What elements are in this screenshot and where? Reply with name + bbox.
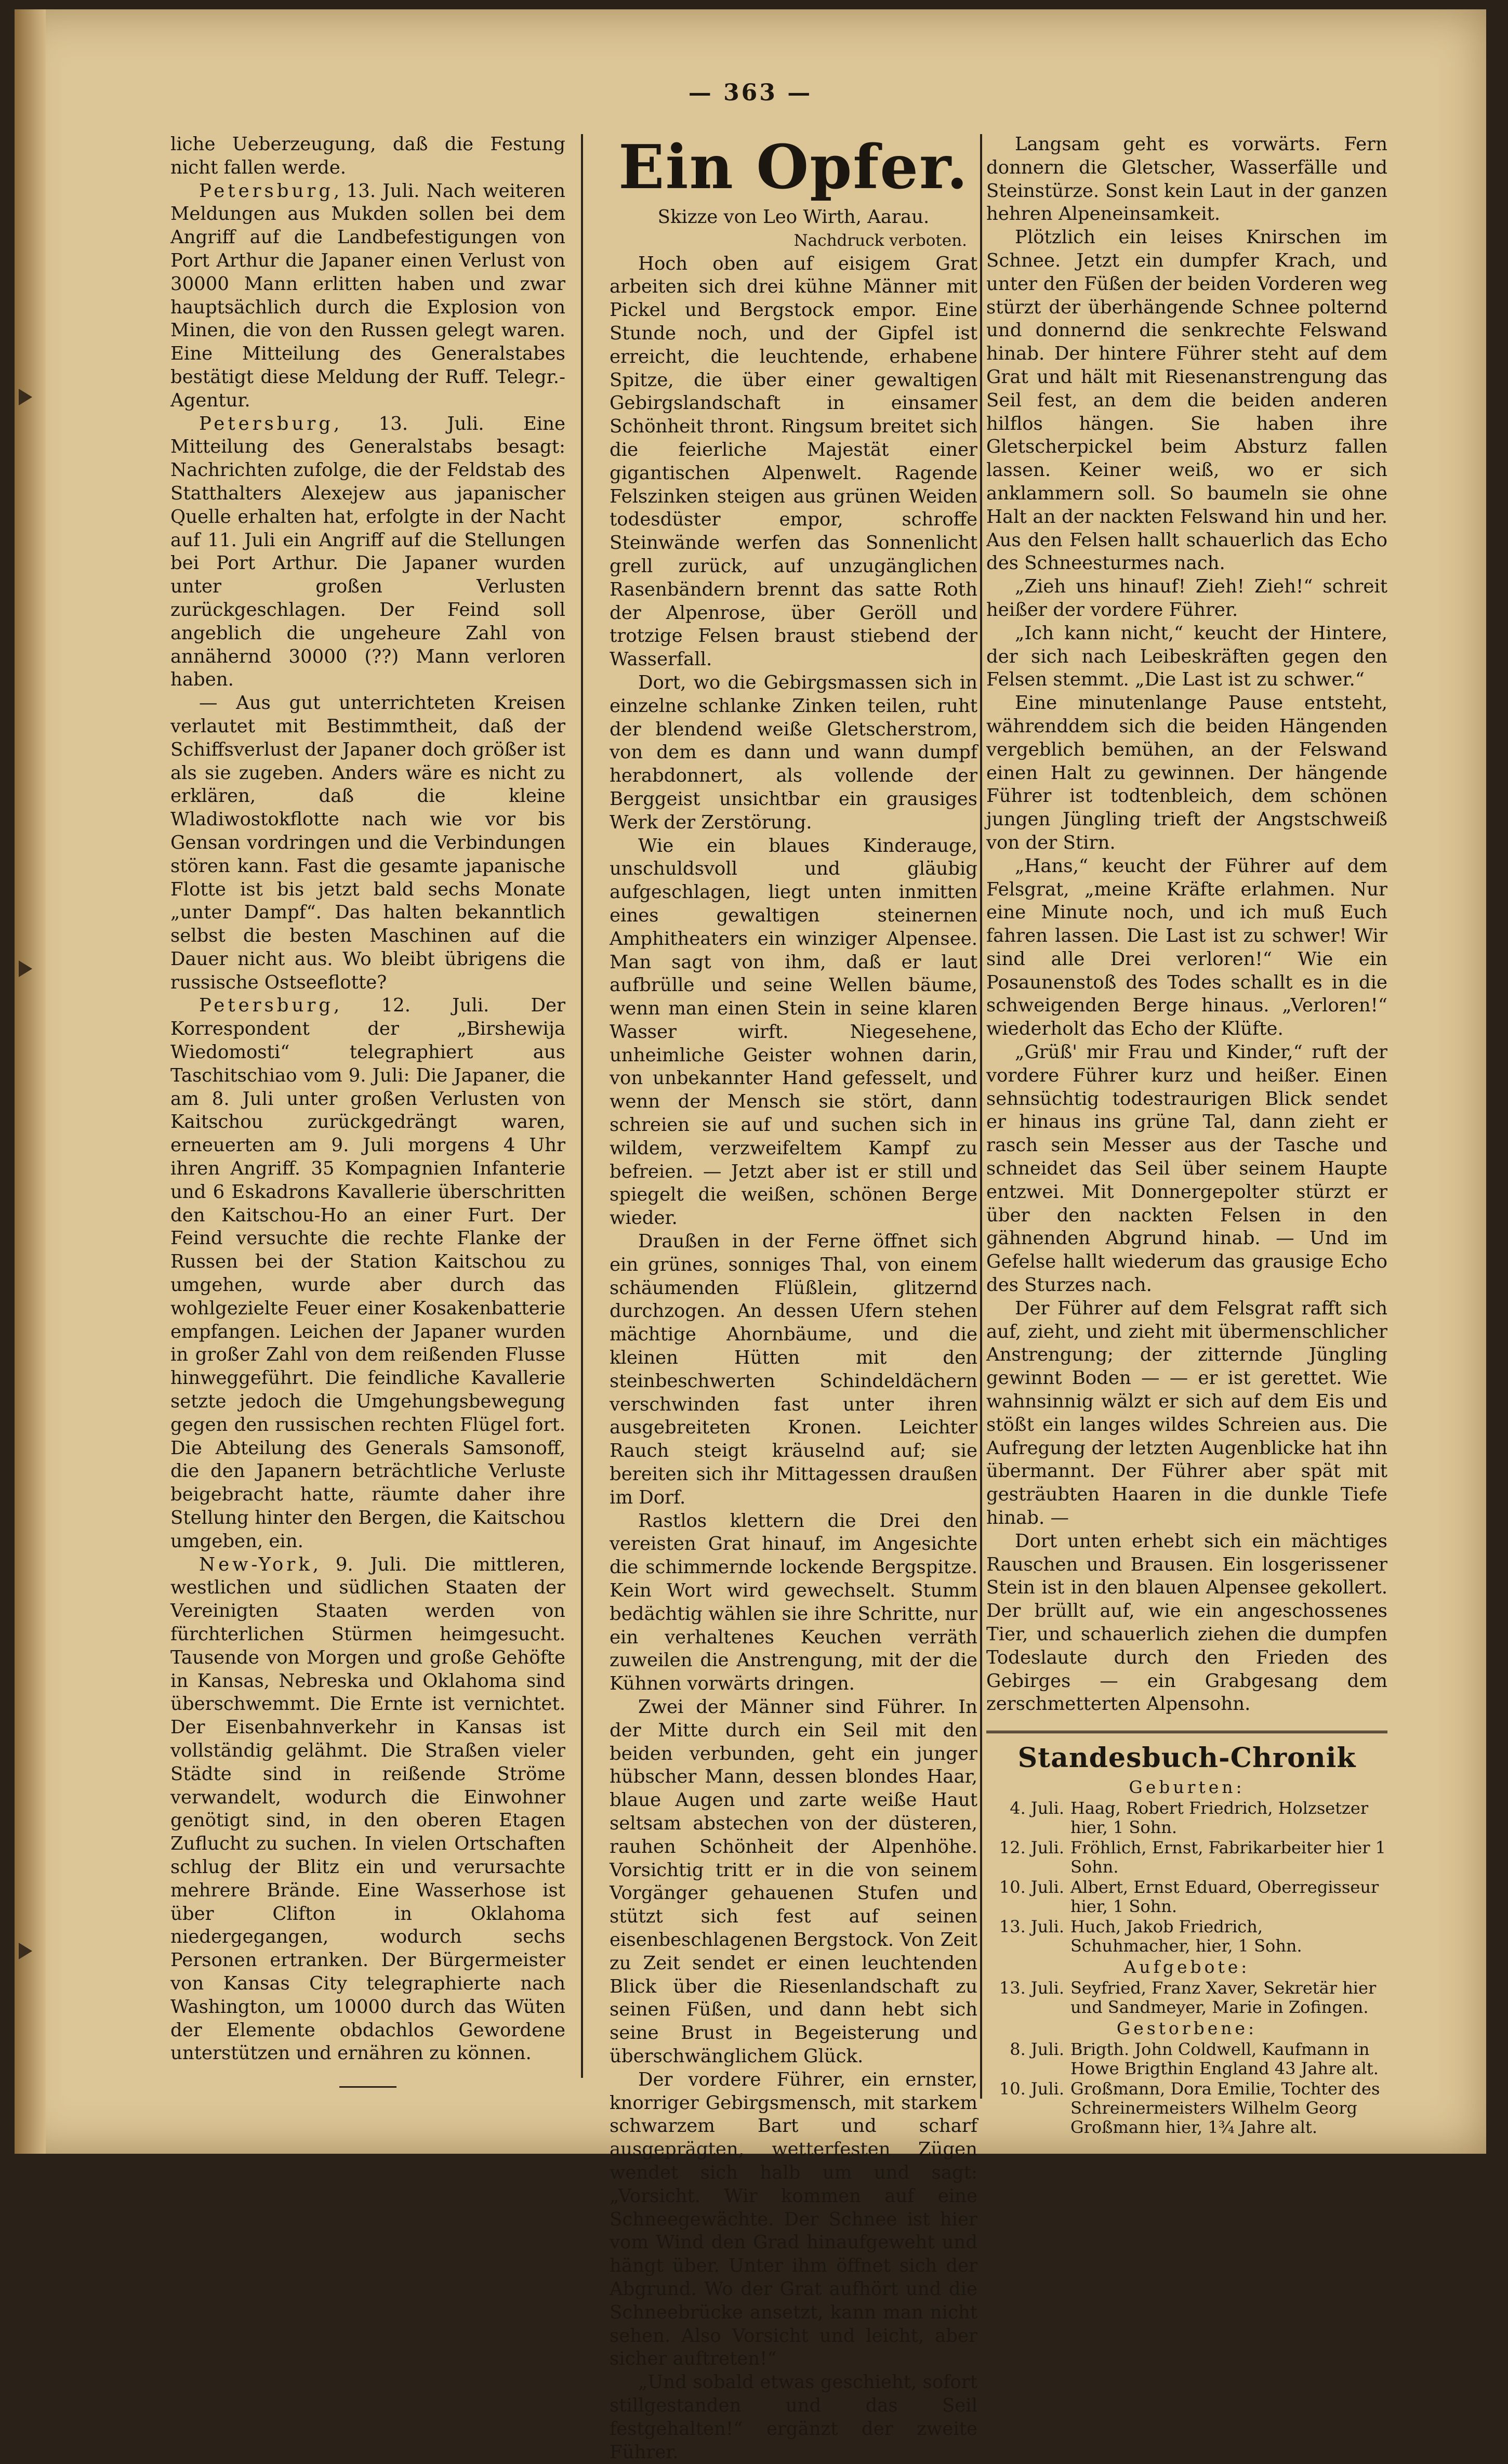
entry-date: 13. Juli. [999, 1978, 1064, 1998]
news-paragraph: — Aus gut unterrichteten Kreisen verlautet mit Bestimmtheit, daß der Schiffsverlust der Japaner doch größer ist als sie zugeben. Anders wäre es nicht zu erklären, daß die kleine Wladiwostokflotte nach wie vor bis Gensan vordringen und die Verbindungen stören kann. Fast die gesamte japanische Flotte ist bis jetzt bald sechs Monate „unter Dampf“. Das halten bekanntlich selbst die besten Maschinen auf die Dauer nicht aus. Wo bleibt übrigens die russische Ostseeflotte? [170, 692, 565, 993]
story-paragraph: Hoch oben auf eisigem Grat arbeiten sich drei kühne Männer mit Pickel und Bergstock empor. Eine Stunde noch, und der Gipfel ist erreicht, die leuchtende, erhabene Spitze, die über einer gewaltigen Gebirgslandschaft in einsamer Schönheit thront. Ringsum breitet sich die feierliche Majestät einer gigantischen Alpenwelt. Ragende Felszinken steigen aus grünen Weiden todesdüster empor, schroffe Steinwände werfen das Sonnenlicht grell zurück, auf unzugänglichen Rasenbändern brennt das satte Roth der Alpenrose, über Geröll und trotzige Felsen braust stiebend der Wasserfall. [610, 253, 977, 670]
reprint-notice: Nachdruck verboten. [793, 231, 967, 250]
column-rule-right [980, 134, 982, 2099]
news-text: , 9. Juli. Die mittleren, westlichen und südlichen Staaten der Vereinigten Staaten werden von fürchterlichen Stürmen heimgesucht. Tausende von Morgen und große Gehöfte in Kansas, Nebreska und Oklahoma sind überschwemmt. Die Ernte ist vernichtet. Der Eisenbahnverkehr in Kansas ist vollständig gelähmt. Die Straßen vieler Städte sind in reißende Ströme verwandelt, wodurch die Einwohner genötigt sind, in den oberen Etagen Zuflucht zu suchen. In vielen Ortschaften schlug der Blitz ein und verursachte mehrere Brände. Eine Wasserhose ist über Clifton in Oklahoma niedergegangen, wodurch sechs Personen ertranken. Der Bürgermeister von Kansas City telegraphierte nach Washington, um 10000 durch das Wüten der Elemente obdachlos Gewordene unterstützen und ernähren zu können. [170, 1553, 565, 2064]
news-paragraph [170, 994, 565, 1553]
story-paragraph: „Und sobald etwas geschieht, sofort stillgestanden und das Seil festgehalten!“ ergänzt der zweite Führer. [610, 2371, 977, 2463]
chronicle-entry [986, 2040, 1387, 2078]
entry-date: 4. Juli. [1010, 1798, 1064, 1819]
page-binding-edge [15, 9, 46, 2154]
story-paragraph: Dort unten erhebt sich ein mächtiges Rauschen und Brausen. Ein losgerissener Stein ist in den blauen Alpensee gekollert. Der brüllt auf, wie ein angeschossenes Tier, und schauerlich ziehen die dumpfen Todeslaute durch den Frieden des Gebirges — ein Grabgesang dem zerschmetterten Alpensohn. [986, 1530, 1387, 1715]
page-number: — 363 — [688, 80, 813, 106]
story-paragraph: Plötzlich ein leises Knirschen im Schnee. Jetzt ein dumpfer Krach, und unter den Füßen der beiden Vorderen weg stürzt der überhängende Schnee polternd und donnernd die senkrechte Felswand hinab. Der hintere Führer steht auf dem Grat und hält mit Riesenanstrengung das Seil fest, an dem die beiden anderen hilflos hängen. Sie haben ihre Gletscherpickel beim Absturz fallen lassen. Keiner weiß, wo er sich anklammern soll. So baumeln sie ohne Halt an der nackten Felswand hin und her. Aus den Felsen hallt schauerlich das Echo des Schneesturmes nach. [986, 227, 1387, 574]
story-paragraph: „Zieh uns hinauf! Zieh! Zieh!“ schreit heißer der vordere Führer. [986, 576, 1387, 621]
chronicle-title: Standesbuch-Chronik [1017, 1742, 1356, 1774]
chronicle-entry [986, 2079, 1387, 2137]
chronicle-entry [986, 1917, 1387, 1956]
news-paragraph [170, 1553, 565, 2066]
entry-date: 8. Juli. [1010, 2039, 1064, 2060]
story-paragraph: „Grüß' mir Frau und Kinder,“ ruft der vordere Führer kurz und heißer. Einen sehnsüchtig todestraurigen Blick sendet er hinaus ins grüne Tal, dann zieht er rasch sein Messer aus der Tasche und schneidet das Seil über seinem Haupte entzwei. Mit Donnergepolter stürzt er über den nackten Felsen in den gähnenden Abgrund hinab. — Und im Gefelse hallt wiederum das grausige Echo des Sturzes nach. [986, 1042, 1387, 1296]
entry-date: 10. Juli. [999, 2079, 1064, 2099]
news-column [170, 133, 565, 2088]
entry-date: 13. Juli. [999, 1917, 1064, 1937]
story-paragraph: Rastlos klettern die Drei den vereisten Grat hinauf, im Angesichte die schimmernde lockende Bergspitze. Kein Wort wird gewechselt. Stumm bedächtig wählen sie ihre Schritte, nur ein verhaltenes Keuchen verräth zuweilen die Anstrengung, mit der die Kühnen vorwärts dringen. [610, 1510, 977, 1695]
story-title: Ein Opfer. [618, 132, 969, 203]
news-text: , 12. Juli. Der Korrespondent der „Birshewija Wiedomosti“ telegraphiert aus Taschitschiao vom 9. Juli: Die Japaner, die am 8. Juli unter großen Verlusten von Kaitschou zurückgedrängt waren, erneuerten am 9. Juli morgens 4 Uhr ihren Angriff. 35 Kompagnien Infanterie und 6 Eskadrons Kavallerie überschritten den Kaitschou-Ho an einer Furt. Der Feind versuchte die rechte Flanke der Russen bei der Station Kaitschou zu umgehen, wurde aber durch das wohlgezielte Feuer einer Kosakenbatterie empfangen. Leichen der Japaner wurden in großer Zahl von dem reißenden Flusse hinweggeführt. Die feindliche Kavallerie setzte jedoch die Umgehungsbewegung gegen den russischen rechten Flügel fort. Die Abteilung des Generals Samsonoff, die den Japanern beträchtliche Verluste beigebracht hatte, räumte daher ihre Stellung hinter den Bergen, die Kaitschou umgeben, ein. [170, 995, 565, 1552]
entry-text: Huch, Jakob Friedrich, Schuhmacher, hier, 1 Sohn. [1070, 1917, 1302, 1956]
chronicle-entry [986, 1799, 1387, 1837]
end-rule [339, 2086, 396, 2088]
dateline-place: New-York [199, 1553, 313, 1575]
entry-text: Albert, Ernst Eduard, Oberregisseur hier, 1 Sohn. [1070, 1877, 1379, 1917]
chronicle-entry [986, 1838, 1387, 1877]
entry-text: Großmann, Dora Emilie, Tochter des Schreinermeisters Wilhelm Georg Großmann hier, 1¾ Jahre alt. [1070, 2079, 1380, 2138]
entry-text: Brigth. John Coldwell, Kaufmann in Howe Brigthin England 43 Jahre alt. [1070, 2039, 1379, 2079]
news-text: , 13. Juli. Nach weiteren Meldungen aus Mukden sollen bei dem Angriff auf die Landbefestigungen von Port Arthur die Japaner einen Verlust von 30000 Mann erlitten haben und zwar hauptsächlich durch die Explosion von Minen, die von den Russen gelegt waren. Eine Mitteilung des Generalstabes bestätigt diese Meldung der Ruff. Telegr.-Agentur. [170, 180, 565, 411]
story-paragraph: „Ich kann nicht,“ keucht der Hintere, der sich nach Leibeskräften gegen den Felsen stemmt. „Die Last ist zu schwer.“ [986, 622, 1387, 691]
dateline-place: Petersburg [199, 180, 334, 202]
newspaper-page [15, 9, 1486, 2463]
entry-date: 10. Juli. [999, 1877, 1064, 1898]
story-byline: Skizze von Leo Wirth, Aarau. [657, 206, 930, 228]
story-paragraph: Dort, wo die Gebirgsmassen sich in einzelne schlanke Zinken teilen, ruht der blendend weiße Gletscherstrom, von dem es dann und wann dumpf herabdonnert, als vollende der Berggeist unsichtbar ein grausiges Werk der Zerstörung. [610, 671, 977, 833]
entry-date: 12. Juli. [999, 1838, 1064, 1858]
margin-arrow-marker [19, 389, 32, 405]
news-paragraph: liche Ueberzeugung, daß die Festung nicht fallen werde. [170, 134, 565, 178]
story-column-right [986, 133, 1387, 2138]
dateline-place: Petersburg [199, 413, 334, 434]
news-text: , 13. Juli. Eine Mitteilung des Generalstabs besagt: Nachrichten zufolge, die der Feldstab des Statthalters Alexejew aus japanischer Quelle erhalten hat, erfolgte in der Nacht auf 11. Juli ein Angriff auf die Stellungen bei Port Arthur. Die Japaner wurden unter großen Verlusten zurückgeschlagen. Der Feind soll angeblich die ungeheure Zahl von annähernd 30000 (??) Mann verloren haben. [170, 413, 565, 691]
entry-text: Fröhlich, Ernst, Fabrikarbeiter hier 1 Sohn. [1070, 1838, 1386, 1877]
entry-text: Haag, Robert Friedrich, Holzsetzer hier, 1 Sohn. [1070, 1798, 1369, 1838]
chronicle-section-heading: Geburten: [1129, 1777, 1245, 1798]
story-paragraph: Zwei der Männer sind Führer. In der Mitte durch ein Seil mit den beiden verbunden, geht ein junger hübscher Mann, dessen blondes Haar, blaue Augen und zarte weiße Haut seltsam abstechen von der düsteren, rauhen Schönheit der Alpenhöhe. Vorsichtig tritt er in die von seinem Vorgänger gehauenen Stufen und stützt sich fest auf seinen eisenbeschlagenen Bergstock. Von Zeit zu Zeit sendet er einen leuchtenden Blick über die Riesenlandschaft zu seinen Füßen, und dann hebt sich seine Brust in Begeisterung und überschwänglichem Glück. [610, 1696, 977, 2067]
news-paragraph [170, 413, 565, 692]
margin-arrow-marker [19, 1943, 32, 1959]
story-paragraph: Der Führer auf dem Felsgrat rafft sich auf, zieht, und zieht mit übermenschlicher Anstrengung; der zitternde Jüngling gewinnt Boden — — er ist gerettet. Wie wahnsinnig wälzt er sich auf dem Eis und stößt ein langes wildes Schreien aus. Die Aufregung der letzten Augenblicke hat ihn übermannt. Der Führer aber spät mit gesträubten Haaren in die dunkle Tiefe hinab. — [986, 1297, 1387, 1529]
story-paragraph: Langsam geht es vorwärts. Fern donnern die Gletscher, Wasserfälle und Steinstürze. Sonst kein Laut in der ganzen hehren Alpeneinsamkeit. [986, 134, 1387, 225]
chronicle-entry [986, 1979, 1387, 2017]
entry-text: Seyfried, Franz Xaver, Sekretär hier und Sandmeyer, Marie in Zofingen. [1070, 1978, 1377, 2018]
story-paragraph: „Hans,“ keucht der Führer auf dem Felsgrat, „meine Kräfte erlahmen. Nur eine Minute noch, und ich muß Euch fahren lassen. Die Last ist zu schwer! Wir sind alle Drei verloren!“ Wie ein Posaunenstoß des Todes schallt es in die schweigenden Berge hinaus. „Verloren!“ wiederholt das Echo der Klüfte. [986, 855, 1387, 1040]
margin-arrow-marker [19, 960, 32, 977]
chronicle-section-heading: Aufgebote: [1123, 1957, 1250, 1978]
story-paragraph: Eine minutenlange Pause entsteht, währenddem sich die beiden Hängenden vergeblich bemühen, an der Felswand einen Halt zu gewinnen. Der hängende Führer ist todtenbleich, dem schönen jungen Jüngling trieft der Angstschweiß von der Stirn. [986, 692, 1387, 853]
dateline-place: Petersburg [199, 995, 334, 1017]
chronicle-divider [986, 1731, 1387, 1733]
column-rule-left [581, 134, 583, 2078]
story-paragraph: Der vordere Führer, ein ernster, knorriger Gebirgsmensch, mit starkem schwarzem Bart und scharf ausgeprägten, wetterfesten Zügen wendet sich halb um und sagt: „Vorsicht. Wir kommen auf eine Schneegewächte. Der Schnee ist hier vom Wind den Grad hinaufgeweht und hängt über. Unter ihm öffnet sich der Abgrund. Wo der Grat aufhört und die Schneebrücke ansetzt, kann man nicht sehen. Also Vorsicht und leicht, aber sicher auftreten!“ [610, 2068, 977, 2370]
story-paragraph: Wie ein blaues Kinderauge, unschuldsvoll und gläubig aufgeschlagen, liegt unten inmitten eines gewaltigen steinernen Amphitheaters ein winziger Alpensee. Man sagt von ihm, daß er laut aufbrülle und seine Wellen bäume, wenn man einen Stein in seine klaren Wasser wirft. Niegesehene, unheimliche Geister wohnen darin, von unbekannter Hand gefesselt, und wenn der Mensch sie stört, dann schreien sie auf und suchen sich in wildem, verzweifeltem Kampf zu befreien. — Jetzt aber ist er still und spiegelt die weißen, schönen Berge wieder. [610, 835, 977, 1229]
news-paragraph [170, 180, 565, 413]
chronicle-entry [986, 1878, 1387, 1916]
story-paragraph: Draußen in der Ferne öffnet sich ein grünes, sonniges Thal, von einem schäumenden Flüßlein, glitzernd durchzogen. An dessen Ufern stehen mächtige Ahornbäume, und die kleinen Hütten mit den steinbeschwerten Schindeldächern verschwinden fast unter ihren ausgebreiteten Kronen. Leichter Rauch steigt kräuselnd auf; sie bereiten sich ihr Mittagessen draußen im Dorf. [610, 1231, 977, 1508]
story-column-left [610, 133, 977, 2464]
chronicle-section-heading: Gestorbene: [1116, 2018, 1258, 2039]
